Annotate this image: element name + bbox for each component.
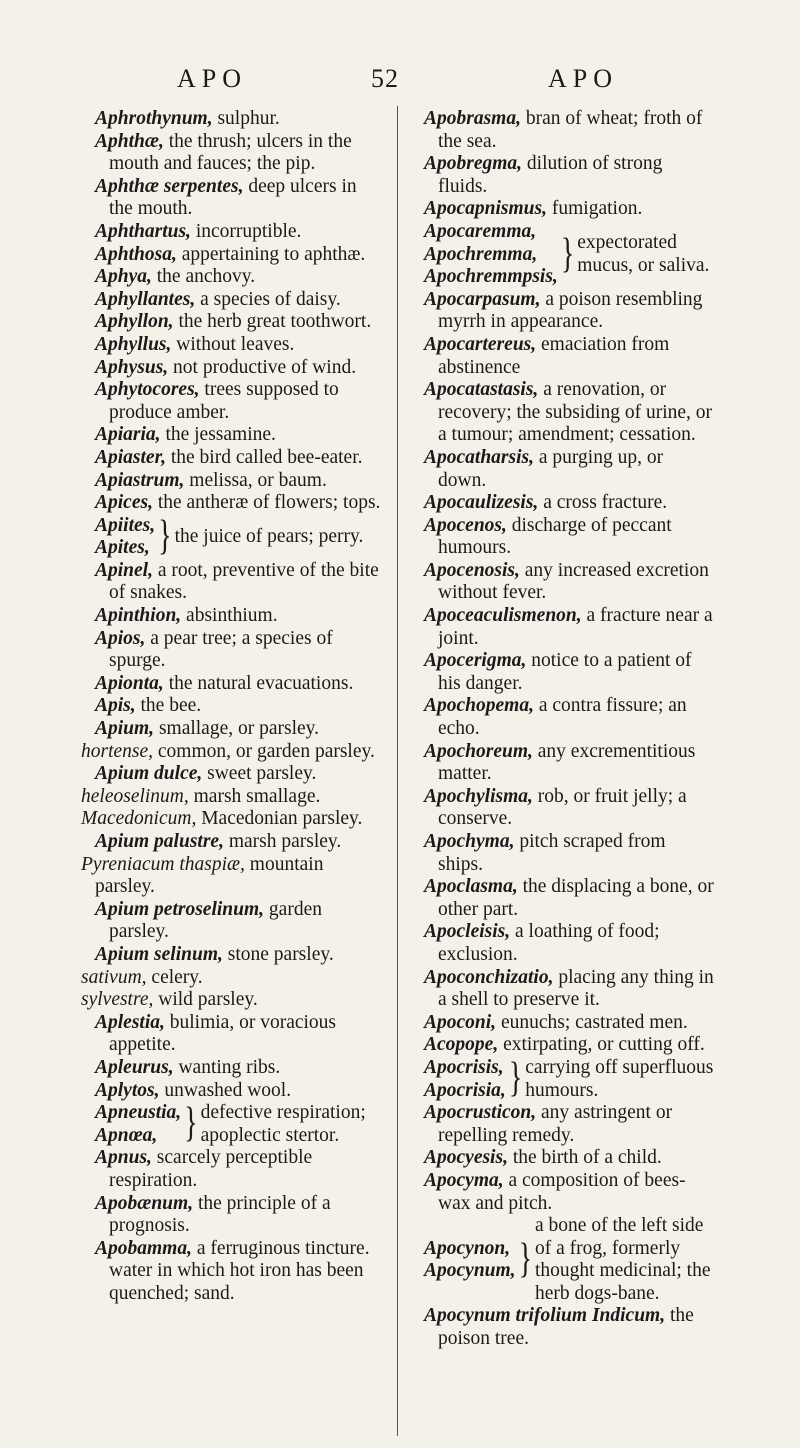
headword: Apnœa, bbox=[95, 1124, 158, 1146]
headword: Aphyllantes, bbox=[95, 288, 196, 310]
headword: Apocleisis, bbox=[424, 921, 511, 943]
headword: Apocarpasum, bbox=[424, 288, 541, 310]
dictionary-entry bbox=[424, 447, 714, 492]
definition: common, or garden parsley. bbox=[153, 740, 375, 762]
dictionary-entry bbox=[95, 492, 382, 515]
definition: the jessamine. bbox=[160, 424, 276, 446]
definition: incorruptible. bbox=[190, 220, 302, 242]
dictionary-subentry bbox=[81, 853, 382, 899]
dictionary-entry bbox=[424, 786, 714, 831]
definition: the birth of a child. bbox=[507, 1147, 662, 1169]
definition: bulimia, or voracious appetite. bbox=[109, 1011, 337, 1056]
dictionary-entry bbox=[424, 831, 714, 876]
headword: Apleurus, bbox=[95, 1056, 174, 1078]
dictionary-entry bbox=[424, 876, 714, 921]
dictionary-entry bbox=[424, 1147, 714, 1170]
dictionary-entry bbox=[95, 1080, 382, 1103]
headword: Apoconchizatio, bbox=[424, 966, 554, 988]
headword: Apiastrum, bbox=[95, 469, 185, 491]
dictionary-entry bbox=[424, 921, 714, 966]
definition: sulphur. bbox=[212, 108, 280, 129]
definition: the thrush; ulcers in the mouth and fauces; the pip. bbox=[109, 130, 352, 175]
definition: absinthium. bbox=[181, 605, 278, 627]
dictionary-entry bbox=[95, 1238, 382, 1306]
headword: Apocatastasis, bbox=[424, 379, 539, 401]
definition: pitch scraped from ships. bbox=[438, 831, 666, 875]
headword: Apium petroselinum, bbox=[95, 898, 265, 920]
headword: heleoselinum, bbox=[81, 785, 189, 807]
definition: any excrementitious matter. bbox=[438, 740, 696, 785]
headword: Apocapnismus, bbox=[424, 198, 547, 220]
definition: a fracture near a joint. bbox=[438, 605, 713, 649]
dictionary-subentry bbox=[81, 808, 382, 831]
headword: Apocenos, bbox=[424, 514, 507, 536]
definition: emaciation from abstinence bbox=[438, 333, 670, 378]
dictionary-entry bbox=[95, 311, 382, 334]
dictionary-entry bbox=[95, 108, 382, 131]
column-divider bbox=[397, 106, 398, 1436]
dictionary-entry bbox=[95, 470, 382, 493]
definition: trees supposed to produce amber. bbox=[109, 379, 339, 423]
definition: a root, preventive of the bite of snakes. bbox=[109, 559, 379, 604]
dictionary-entry bbox=[95, 379, 382, 424]
headword: sativum, bbox=[81, 966, 147, 988]
dictionary-entry bbox=[424, 515, 714, 560]
dictionary-entry bbox=[95, 763, 382, 786]
headword: Apinthion, bbox=[95, 605, 182, 627]
dictionary-entry bbox=[424, 289, 714, 334]
dictionary-entry bbox=[424, 492, 714, 515]
headword: Aphthartus, bbox=[95, 220, 191, 242]
headword: Apochylisma, bbox=[424, 785, 533, 807]
dictionary-entry bbox=[95, 357, 382, 380]
dictionary-entry bbox=[424, 153, 714, 198]
headword: Apinel, bbox=[95, 559, 153, 581]
definition: a loathing of food; exclusion. bbox=[438, 921, 660, 965]
dictionary-entry bbox=[95, 289, 382, 312]
headword: Apis, bbox=[95, 695, 136, 717]
headword: Aphrothynum, bbox=[95, 108, 213, 129]
headword: Aplytos, bbox=[95, 1079, 160, 1101]
dictionary-entry bbox=[424, 695, 714, 740]
headword: Apocenosis, bbox=[424, 559, 520, 581]
dictionary-entry bbox=[95, 560, 382, 605]
definition: marsh parsley. bbox=[223, 831, 342, 852]
headword: Apoclasma, bbox=[424, 876, 518, 898]
definition: a poison resembling myrrh in appearance. bbox=[438, 288, 703, 333]
brace-glyph: } bbox=[560, 230, 575, 277]
headword: Aphysus, bbox=[95, 356, 169, 378]
headword: Aphyllon, bbox=[95, 311, 174, 333]
running-header bbox=[0, 64, 800, 104]
dictionary-entry bbox=[95, 266, 382, 289]
headword: Apiaria, bbox=[95, 424, 161, 446]
headword: Apocrisia, bbox=[424, 1079, 506, 1101]
definition: any increased excretion without fever. bbox=[438, 559, 709, 604]
definition: wanting ribs. bbox=[173, 1056, 281, 1078]
dictionary-entry bbox=[95, 176, 382, 221]
dictionary-entry bbox=[424, 605, 714, 650]
definition: the poison tree. bbox=[438, 1305, 694, 1350]
headword: Macedonicum, bbox=[81, 808, 197, 830]
definition: the anchovy. bbox=[151, 266, 256, 288]
headword: Apochoreum, bbox=[424, 740, 533, 762]
definition: a cross fracture. bbox=[538, 492, 668, 514]
headword: Apoconi, bbox=[424, 1011, 497, 1033]
headword: Apochyma, bbox=[424, 831, 515, 852]
headword: Apocynum trifolium Indicum, bbox=[424, 1305, 666, 1327]
dictionary-entry bbox=[95, 131, 382, 176]
dictionary-entry bbox=[424, 1170, 714, 1215]
definition: celery. bbox=[146, 966, 203, 988]
headword: Apionta, bbox=[95, 672, 164, 694]
dictionary-entry bbox=[95, 673, 382, 696]
headword: sylvestre, bbox=[81, 989, 154, 1011]
dictionary-entry bbox=[95, 1012, 382, 1057]
headword: hortense, bbox=[81, 740, 154, 762]
dictionary-entry bbox=[95, 221, 382, 244]
headword: Apocatharsis, bbox=[424, 446, 534, 468]
definition: a renovation, or recovery; the subsiding of urine, or a tumour; amendment; cessation. bbox=[438, 379, 713, 446]
dictionary-entry-group bbox=[424, 1215, 714, 1305]
definition: the juice of pears; perry. bbox=[174, 525, 364, 547]
definition: not productive of wind. bbox=[168, 356, 357, 378]
headword: Apium, bbox=[95, 718, 155, 740]
headword: Apobregma, bbox=[424, 153, 523, 175]
dictionary-entry-group bbox=[424, 1057, 714, 1102]
headword: Aphya, bbox=[95, 266, 152, 288]
headword: Apocynum, bbox=[424, 1260, 516, 1282]
dictionary-entry bbox=[424, 108, 714, 153]
brace-glyph: } bbox=[518, 1235, 533, 1283]
definition: eunuchs; castrated men. bbox=[496, 1011, 688, 1033]
dictionary-entry bbox=[424, 1305, 714, 1350]
dictionary-entry bbox=[95, 831, 382, 854]
definition: defective respiration; apoplectic stertor. bbox=[200, 1102, 366, 1146]
headword: Apium selinum, bbox=[95, 943, 223, 965]
dictionary-entry bbox=[424, 198, 714, 221]
headword: Apochremma, bbox=[424, 243, 538, 265]
headword: Aphytocores, bbox=[95, 379, 200, 401]
headword: Aphthæ, bbox=[95, 130, 164, 152]
definition: rob, or fruit jelly; a conserve. bbox=[438, 785, 687, 830]
dictionary-entry bbox=[424, 650, 714, 695]
headword: Apios, bbox=[95, 627, 146, 649]
definition: any astringent or repelling remedy. bbox=[438, 1102, 673, 1146]
headword: Apneustia, bbox=[95, 1102, 182, 1124]
definition: scarcely perceptible respiration. bbox=[109, 1147, 313, 1191]
dictionary-entry bbox=[95, 944, 382, 967]
definition: a purging up, or down. bbox=[438, 446, 664, 491]
header-left: APO bbox=[177, 64, 248, 93]
dictionary-entry bbox=[424, 741, 714, 786]
dictionary-entry bbox=[95, 899, 382, 944]
definition: carrying off superfluous humours. bbox=[525, 1056, 714, 1101]
headword: Apocerigma, bbox=[424, 650, 527, 672]
headword: Apites, bbox=[95, 537, 150, 559]
dictionary-entry bbox=[95, 718, 382, 741]
dictionary-entry bbox=[95, 424, 382, 447]
definition: stone parsley. bbox=[222, 943, 334, 965]
header-right: APO bbox=[548, 64, 619, 93]
definition: Macedonian parsley. bbox=[196, 808, 363, 830]
definition: garden parsley. bbox=[109, 898, 322, 943]
definition: sweet parsley. bbox=[202, 763, 317, 785]
definition: the herb great toothwort. bbox=[173, 311, 372, 333]
dictionary-entry bbox=[95, 628, 382, 673]
definition: the displacing a bone, or other part. bbox=[438, 876, 714, 920]
dictionary-entry bbox=[424, 1012, 714, 1035]
dictionary-entry bbox=[424, 1102, 714, 1147]
definition: notice to a patient of his danger. bbox=[438, 650, 692, 694]
headword: Apocyma, bbox=[424, 1169, 504, 1191]
right-column bbox=[424, 108, 714, 1351]
definition: expectorated mucus, or saliva. bbox=[577, 232, 710, 276]
dictionary-entry bbox=[424, 1034, 714, 1057]
definition: placing any thing in a shell to preserve it. bbox=[438, 966, 714, 1011]
definition: wild parsley. bbox=[153, 989, 258, 1011]
definition: a species of daisy. bbox=[195, 288, 341, 310]
definition: a composition of bees-wax and pitch. bbox=[438, 1169, 686, 1214]
definition: melissa, or baum. bbox=[184, 469, 327, 491]
dictionary-subentry bbox=[81, 785, 382, 809]
dictionary-subentry bbox=[81, 989, 382, 1012]
definition: the principle of a prognosis. bbox=[109, 1192, 331, 1237]
dictionary-entry bbox=[95, 1147, 382, 1192]
headword: Apnus, bbox=[95, 1147, 152, 1169]
headword: Aplestia, bbox=[95, 1011, 165, 1033]
definition: the bee. bbox=[135, 695, 202, 717]
definition: the antheræ of flowers; tops. bbox=[152, 492, 381, 514]
dictionary-entry bbox=[95, 605, 382, 628]
brace-glyph: } bbox=[508, 1055, 523, 1102]
headword: Apoceaculismenon, bbox=[424, 605, 582, 627]
dictionary-entry bbox=[424, 334, 714, 379]
dictionary-entry bbox=[95, 1193, 382, 1238]
definition: a bone of the left side of a frog, formerly thought medicinal; the herb dogs-bane. bbox=[535, 1215, 711, 1304]
headword: Apocrusticon, bbox=[424, 1102, 537, 1124]
headword: Apices, bbox=[95, 492, 153, 514]
headword: Apium palustre, bbox=[95, 831, 224, 852]
dictionary-entry bbox=[95, 244, 382, 267]
definition: smallage, or parsley. bbox=[154, 718, 320, 740]
dictionary-subentry bbox=[81, 740, 382, 764]
definition: fumigation. bbox=[547, 198, 643, 220]
headword: Apocaremma, bbox=[424, 220, 537, 242]
headword: Apocyesis, bbox=[424, 1147, 508, 1169]
definition: a ferruginous tincture. water in which hot iron has been quenched; sand. bbox=[109, 1237, 370, 1304]
definition: dilution of strong fluids. bbox=[438, 153, 663, 197]
definition: marsh smallage. bbox=[188, 785, 321, 807]
definition: unwashed wool. bbox=[159, 1079, 292, 1101]
dictionary-entry-group bbox=[95, 512, 382, 560]
dictionary-entry bbox=[424, 560, 714, 605]
headword: Aphthosa, bbox=[95, 243, 177, 265]
headword: Apiaster, bbox=[95, 446, 166, 468]
dictionary-entry-group bbox=[424, 221, 714, 289]
headword: Aphyllus, bbox=[95, 333, 172, 355]
dictionary-entry bbox=[95, 695, 382, 718]
dictionary-entry bbox=[95, 447, 382, 470]
headword: Apocartereus, bbox=[424, 333, 537, 355]
definition: a contra fissure; an echo. bbox=[438, 695, 687, 740]
definition: the natural evacuations. bbox=[163, 672, 354, 694]
headword: Pyreniacum thaspiæ, bbox=[81, 853, 245, 875]
dictionary-entry bbox=[95, 1057, 382, 1080]
definition: the bird called bee-eater. bbox=[165, 446, 363, 468]
headword: Aphthæ serpentes, bbox=[95, 175, 244, 197]
definition: without leaves. bbox=[171, 333, 295, 355]
dictionary-subentry bbox=[81, 966, 382, 990]
headword: Apiites, bbox=[95, 514, 156, 536]
headword: Apocrisis, bbox=[424, 1056, 504, 1078]
headword: Apochremmpsis, bbox=[424, 266, 558, 288]
dictionary-entry bbox=[424, 379, 714, 447]
definition: a pear tree; a species of spurge. bbox=[109, 627, 333, 672]
headword: Apobamma, bbox=[95, 1237, 192, 1259]
headword: Apochopema, bbox=[424, 695, 534, 717]
dictionary-entry bbox=[424, 967, 714, 1012]
definition: discharge of peccant humours. bbox=[438, 514, 672, 559]
headword: Apobrasma, bbox=[424, 108, 521, 129]
brace-glyph: } bbox=[184, 1100, 198, 1147]
definition: deep ulcers in the mouth. bbox=[109, 175, 357, 220]
brace-glyph: } bbox=[158, 512, 172, 560]
definition: appertaining to aphthæ. bbox=[176, 243, 366, 265]
dictionary-entry-group bbox=[95, 1102, 382, 1147]
definition: bran of wheat; froth of the sea. bbox=[438, 108, 703, 152]
definition: extirpating, or cutting off. bbox=[498, 1034, 705, 1056]
headword: Acopope, bbox=[424, 1034, 499, 1056]
left-column bbox=[81, 108, 382, 1305]
headword: Apocaulizesis, bbox=[424, 492, 539, 514]
headword: Apobænum, bbox=[95, 1192, 194, 1214]
headword: Apocynon, bbox=[424, 1237, 511, 1259]
dictionary-entry bbox=[95, 334, 382, 357]
page-number: 52 bbox=[371, 64, 399, 93]
headword: Apium dulce, bbox=[95, 763, 203, 785]
definition: mountain parsley. bbox=[95, 853, 324, 898]
